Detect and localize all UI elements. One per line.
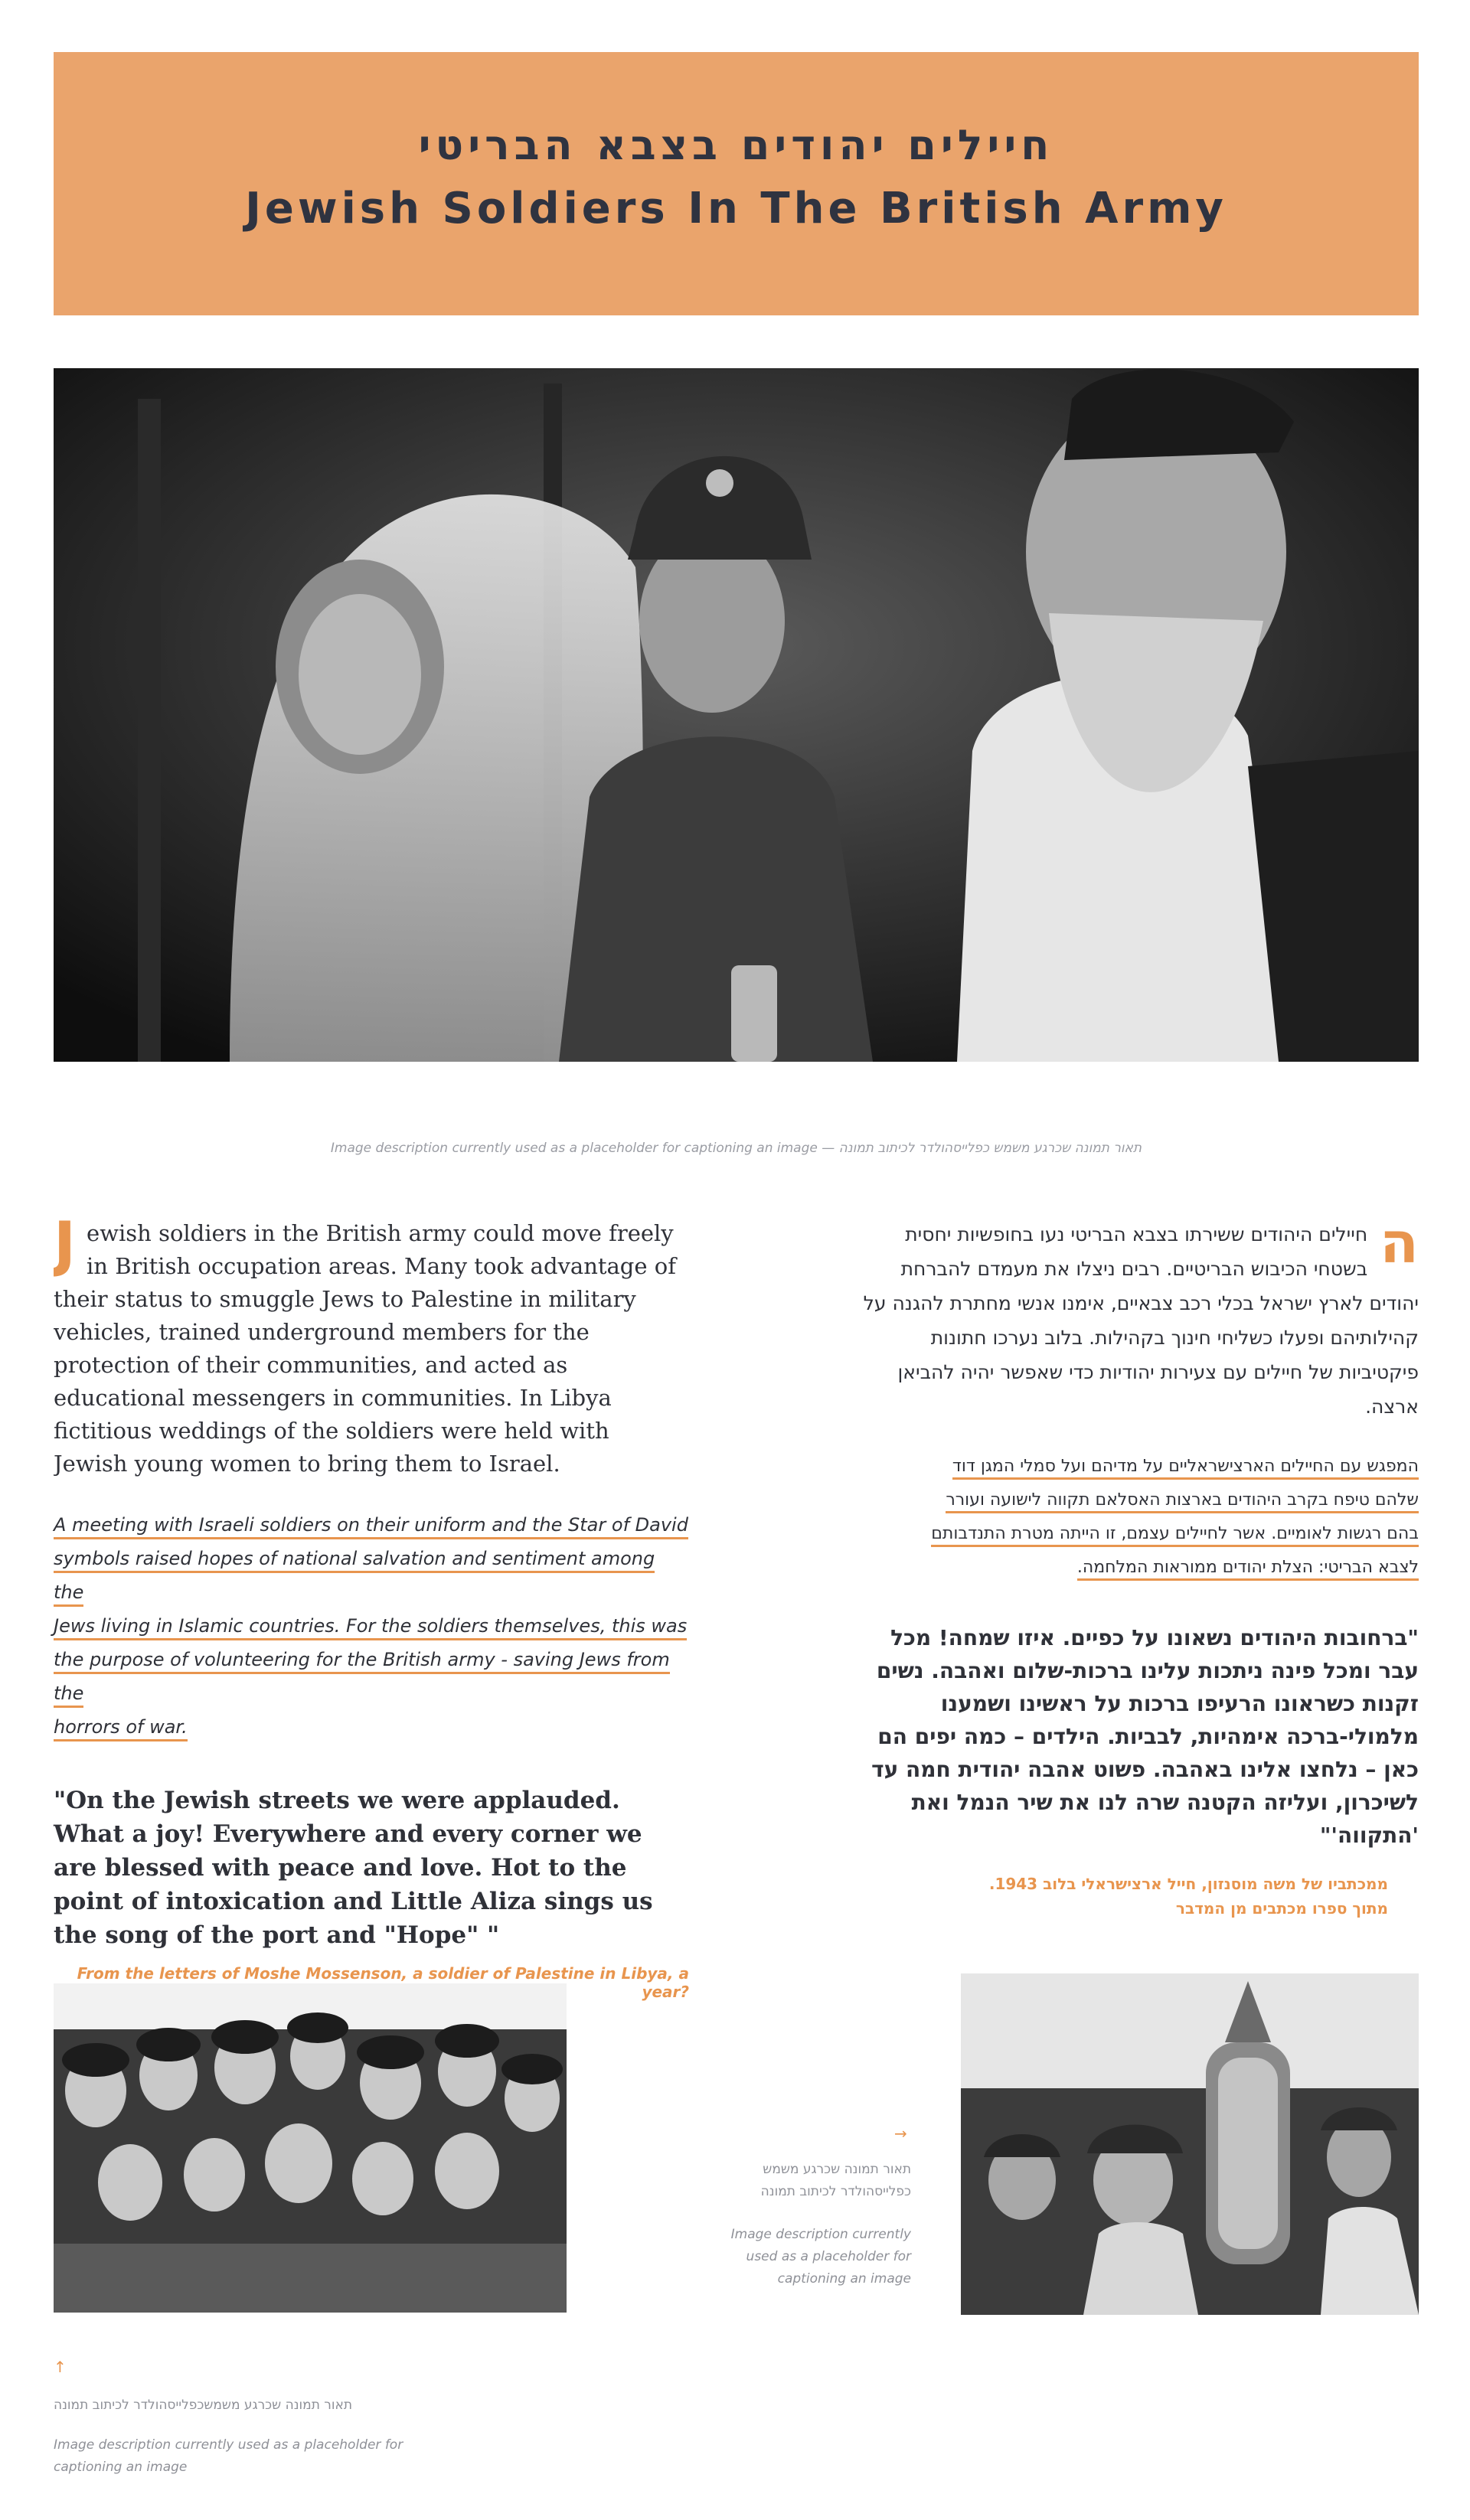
highlight-line: Jews living in Islamic countries. For the soldiers themselves, this was xyxy=(54,1615,687,1640)
wedding-photo-icon xyxy=(54,368,1419,1062)
torah-photo xyxy=(961,1973,1419,2315)
arrow-up-icon: ↑ xyxy=(54,2358,67,2376)
highlight-line: לצבא הבריטי: הצלת יהודים ממוראות המלחמה. xyxy=(1077,1558,1419,1581)
english-column xyxy=(54,1217,689,2001)
title-banner xyxy=(54,52,1419,315)
torah-caption-english: Image description currently used as a placeholder for captioning an image xyxy=(730,2227,911,2287)
crowd-photo-icon xyxy=(54,1983,567,2313)
highlight-line: symbols raised hopes of national salvation and sentiment among the xyxy=(54,1548,655,1607)
hebrew-body: חיילים היהודים ששירתו בצבא הבריטי נעו בחופשיות יחסית בשטחי הכיבוש הבריטיים. רבים ניצלו את מעמדם להברחת יהודים לארץ ישראל בכלי רכב צבאיים, אימנו אנשי מחתרת להגנה על קהילותיהם ופעלו כשליחי חינוך בקהילות. בלוב נערכו חתונות פיקטיביות של חיילים עם צעירות יהודיות כדי שאפשר יהיה להביאן ארצה. xyxy=(863,1223,1419,1418)
hebrew-highlight xyxy=(854,1450,1419,1585)
main-photo-caption: Image description currently used as a placeholder for captioning an image — תאור תמונה שכרגע משמש כפלייסהולדר לכיתוב תמונה xyxy=(330,1141,1142,1156)
dropcap-english: J xyxy=(54,1217,77,1279)
hebrew-attribution xyxy=(854,1872,1419,1921)
english-attribution: From the letters of Moshe Mossenson, a soldier of Palestine in Libya, a year? xyxy=(77,1964,689,2001)
highlight-line: the purpose of volunteering for the British army - saving Jews from the xyxy=(54,1649,670,1708)
crowd-caption-hebrew: תאור תמונה שכרגע משמשכפלייסהולדר לכיתוב תמונה xyxy=(54,2398,353,2413)
title-hebrew: חיילים יהודים בצבא הבריטי xyxy=(418,121,1054,169)
english-quote: "On the Jewish streets we were applauded. What a joy! Everywhere and every corner we are blessed with peace and love. Hot to the point of intoxication and Little Aliza sings us the song of the port and "Hope" " xyxy=(54,1787,653,1949)
arrow-right-icon: → xyxy=(894,2124,907,2143)
title-english: Jewish Soldiers In The British Army xyxy=(245,184,1227,233)
torah-caption-hebrew: תאור תמונה שכרגע משמש כפלייסהולדר לכיתוב תמונה xyxy=(760,2162,911,2199)
hebrew-attribution-line: מתוך ספרו מכתבים מן המדבר xyxy=(1175,1899,1388,1918)
dropcap-hebrew: ה xyxy=(1380,1217,1419,1276)
hebrew-column xyxy=(854,1217,1419,1921)
hebrew-quote: "ברחובות היהודים נשאונו על כפיים. איזו שמחה! מכל עבר ומכל פינה ניתכות עלינו ברכות-שלום ואהבה. נשים זקנות כשראונו הרעיפו ברכות על ראשינו ושמענו מלמולי-ברכה אימהיות, לבביות. הילדים – כמה יפים הם כאן – נלחצו אלינו באהבה. פשוט אהבה יהודית חמה עד לשיכרון, ועליזה הקטנה שרה לנו את שיר הנמל ואת 'התקווה'" xyxy=(871,1625,1419,1848)
crowd-caption-english: Image description currently used as a placeholder for captioning an image xyxy=(54,2437,403,2475)
highlight-line: שלהם טיפח בקרב היהודים בארצות האסלאם תקווה לישועה ועורר xyxy=(946,1490,1419,1513)
highlight-line: A meeting with Israeli soldiers on their uniform and the Star of David xyxy=(54,1514,688,1539)
english-body: ewish soldiers in the British army could move freely in British occupation areas. Many took advantage of their status to smuggle Jews to Palestine in military vehicles, trained underground members for the protection of their communities, and acted as educational messengers in communities. In Libya fictitious weddings of the soldiers were held with Jewish young women to bring them to Israel. xyxy=(54,1220,676,1477)
torah-procession-photo-icon xyxy=(961,1973,1419,2315)
crowd-photo xyxy=(54,1983,567,2313)
main-photo xyxy=(54,368,1419,1062)
hebrew-attribution-line: ממכתביו של משה מוסנזון, חייל ארצישראלי בלוב 1943. xyxy=(988,1875,1388,1893)
english-highlight xyxy=(54,1508,689,1744)
highlight-line: המפגש עם החיילים הארצישראליים על מדיהם ועל סמלי המגן דוד xyxy=(952,1457,1419,1480)
highlight-line: horrors of war. xyxy=(54,1716,188,1741)
highlight-line: בהם רגשות לאומיים. אשר לחיילים עצמם, זו הייתה מטרת התנדבותם xyxy=(931,1524,1419,1547)
